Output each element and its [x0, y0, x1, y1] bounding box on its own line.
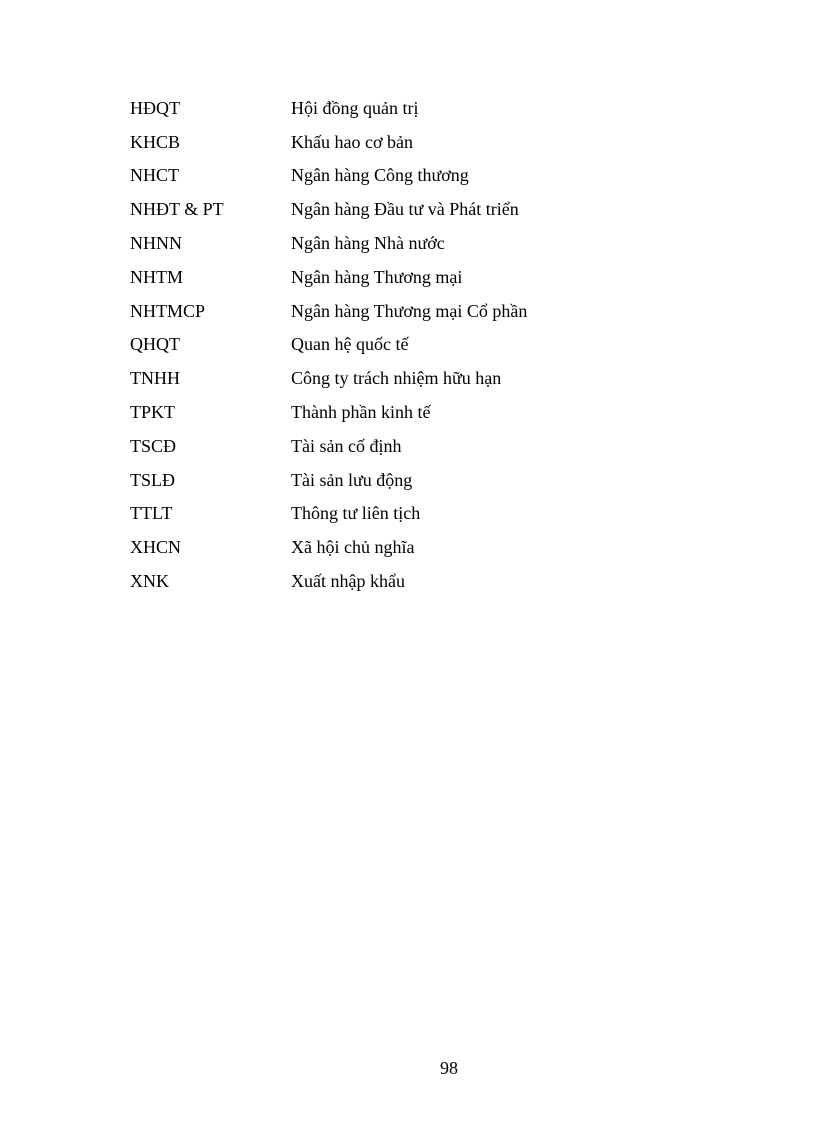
abbreviation-code: TTLT [130, 503, 173, 524]
abbreviation-code: TSCĐ [130, 435, 177, 456]
abbreviation-code: QHQT [130, 334, 180, 355]
abbreviation-meaning: Tài sản lưu động [291, 469, 413, 490]
abbreviation-code: KHCB [130, 131, 181, 152]
abbreviation-meaning: Ngân hàng Đầu tư và Phát triển [291, 199, 519, 220]
abbreviation-row [130, 159, 690, 193]
abbreviation-meaning: Hội đồng quản trị [291, 97, 419, 118]
abbreviation-row [130, 463, 690, 497]
abbreviation-meaning: Khấu hao cơ bản [291, 131, 413, 152]
abbreviation-row [130, 260, 690, 294]
abbreviation-code: NHĐT & PT [130, 199, 224, 220]
abbreviation-meaning: Công ty trách nhiệm hữu hạn [291, 368, 502, 389]
abbreviation-meaning: Xã hội chủ nghĩa [291, 537, 415, 558]
abbreviation-code: NHNN [130, 233, 182, 254]
abbreviation-row [130, 564, 690, 598]
abbreviation-row [130, 192, 690, 226]
abbreviation-meaning: Ngân hàng Thương mại [291, 266, 463, 287]
abbreviation-code: TSLĐ [130, 469, 175, 490]
abbreviation-meaning: Thông tư liên tịch [291, 503, 421, 524]
abbreviation-list [130, 91, 690, 598]
abbreviation-row [130, 361, 690, 395]
abbreviation-meaning: Xuất nhập khẩu [291, 571, 405, 592]
abbreviation-code: NHTM [130, 266, 183, 287]
abbreviation-meaning: Tài sản cố định [291, 435, 402, 456]
abbreviation-row [130, 328, 690, 362]
abbreviation-code: TPKT [130, 402, 175, 423]
abbreviation-row [130, 226, 690, 260]
abbreviation-row [130, 91, 690, 125]
abbreviation-meaning: Thành phần kinh tế [291, 402, 431, 423]
abbreviation-code: HĐQT [130, 97, 180, 118]
abbreviation-row [130, 497, 690, 531]
abbreviation-code: XNK [130, 571, 169, 592]
abbreviation-code: NHCT [130, 165, 179, 186]
abbreviation-meaning: Quan hệ quốc tế [291, 334, 409, 355]
abbreviation-row [130, 125, 690, 159]
abbreviation-code: TNHH [130, 368, 180, 389]
abbreviation-row [130, 294, 690, 328]
abbreviation-row [130, 429, 690, 463]
abbreviation-code: NHTMCP [130, 300, 206, 321]
abbreviation-meaning: Ngân hàng Thương mại Cổ phần [291, 300, 528, 321]
abbreviation-code: XHCN [130, 537, 182, 558]
abbreviation-row [130, 395, 690, 429]
page-number: 98 [440, 1058, 458, 1078]
abbreviation-meaning: Ngân hàng Nhà nước [291, 233, 445, 254]
abbreviation-row [130, 530, 690, 564]
abbreviation-meaning: Ngân hàng Công thương [291, 165, 469, 186]
